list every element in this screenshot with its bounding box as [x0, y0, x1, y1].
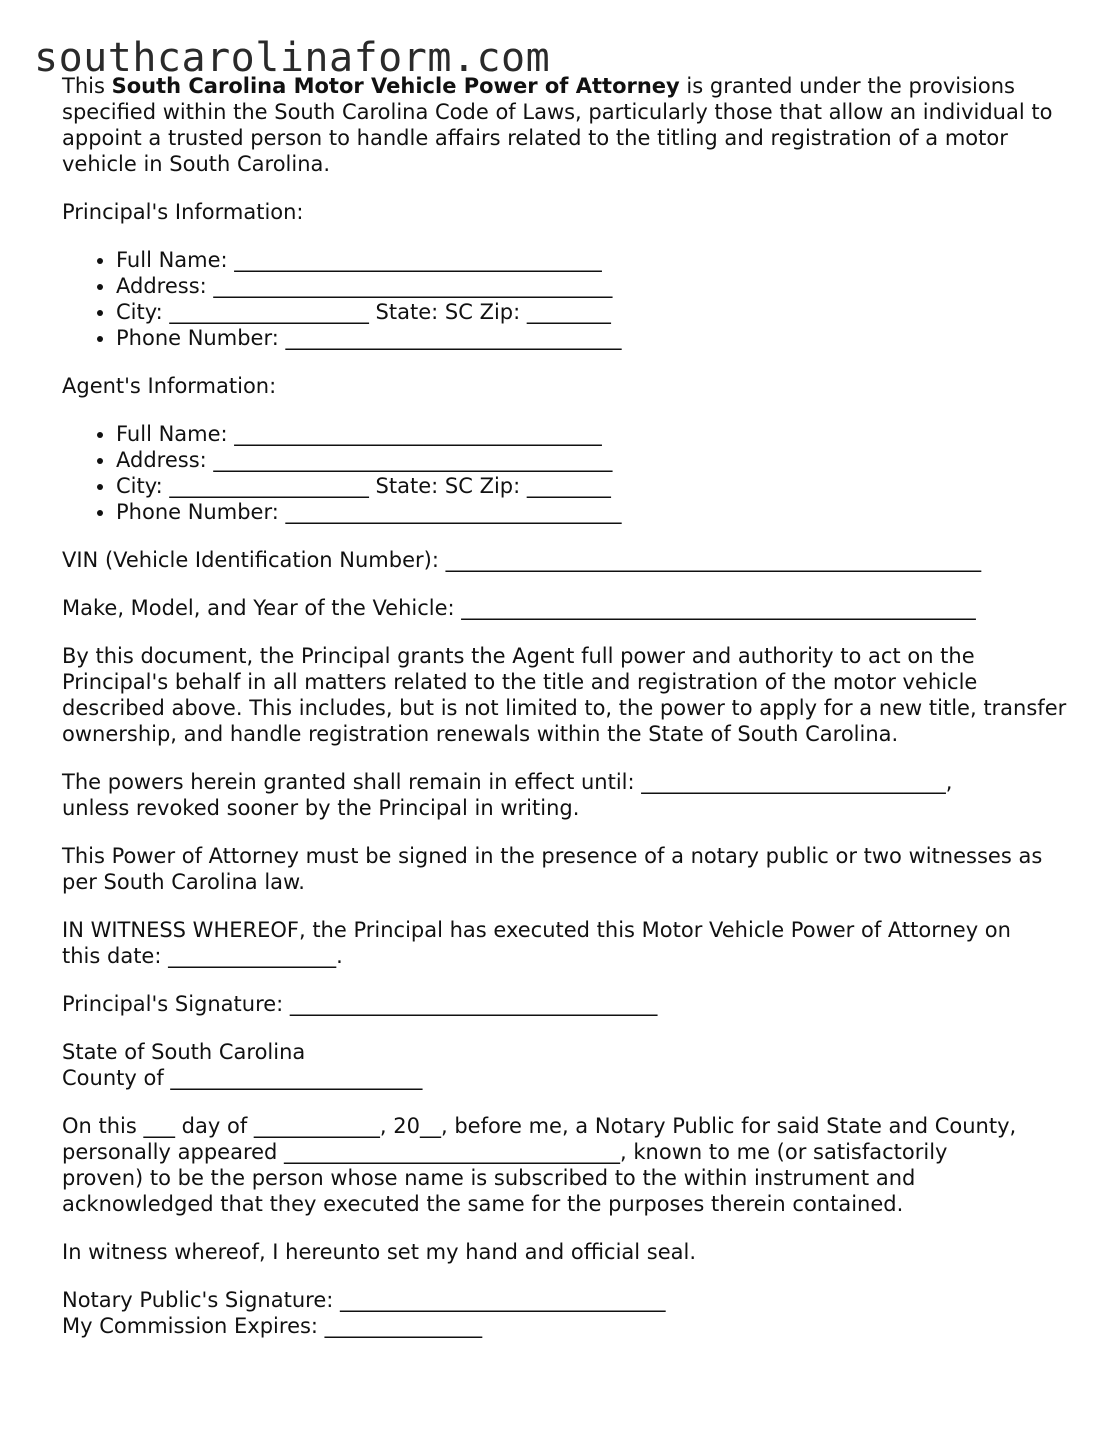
agent-city-state-zip-field[interactable]: • City: ___________________ State: SC Zip: ________	[116, 473, 1072, 499]
intro-paragraph	[62, 73, 1072, 177]
agent-info-list	[62, 421, 1072, 525]
document-title: South Carolina Motor Vehicle Power of Attorney	[111, 74, 680, 98]
intro-lead: This	[62, 74, 112, 98]
commission-expires-field[interactable]: My Commission Expires: _______________	[62, 1314, 483, 1338]
witness-date-field[interactable]: this date: ________________.	[62, 944, 343, 968]
county-field[interactable]: County of ________________________	[62, 1066, 423, 1090]
witness-paragraph	[62, 917, 1072, 969]
notary-signature-block	[62, 1287, 1072, 1339]
agent-full-name-field[interactable]: • Full Name: ___________________________________	[116, 421, 1072, 447]
effect-revocation-text: unless revoked sooner by the Principal in writing.	[62, 796, 580, 820]
state-line: State of South Carolina	[62, 1040, 306, 1064]
agent-address-field[interactable]: • Address: ______________________________________	[116, 447, 1072, 473]
seal-paragraph: In witness whereof, I hereunto set my hand and official seal.	[62, 1240, 697, 1264]
signing-requirement-paragraph: This Power of Attorney must be signed in the presence of a notary public or two witnesses as per South Carolina law.	[62, 844, 1043, 894]
notary-signature-field[interactable]: Notary Public's Signature: _______________________________	[62, 1288, 666, 1312]
watermark-text: southcarolinaform.com	[34, 35, 551, 81]
principal-info-list	[62, 247, 1072, 351]
principal-heading: Principal's Information:	[62, 200, 304, 224]
make-model-year-field[interactable]: Make, Model, and Year of the Vehicle: _________________________________________________	[62, 596, 976, 620]
notary-acknowledged-text: acknowledged that they executed the same for the purposes therein contained.	[62, 1192, 904, 1216]
principal-signature-field[interactable]: Principal's Signature: ___________________________________	[62, 992, 658, 1016]
document-body	[62, 73, 1072, 1361]
vin-field[interactable]: VIN (Vehicle Identification Number): ___________________________________________________	[62, 548, 982, 572]
principal-address-field[interactable]: • Address: ______________________________________	[116, 273, 1072, 299]
notary-date-field[interactable]: On this ___ day of ____________, 20__, before me, a Notary Public for said State and County,	[62, 1114, 1017, 1138]
notary-proven-text: proven) to be the person whose name is subscribed to the within instrument and	[62, 1166, 916, 1190]
witness-statement: IN WITNESS WHEREOF, the Principal has executed this Motor Vehicle Power of Attorney on	[62, 918, 1011, 942]
intro-rest: is granted under the provisions specified within the South Carolina Code of Laws, particularly those that allow an individual to appoint a trusted person to handle affairs related to the titling and registration of a motor vehicle in South Carolina.	[62, 74, 1053, 176]
principal-full-name-field[interactable]: • Full Name: ___________________________________	[116, 247, 1072, 273]
grant-paragraph: By this document, the Principal grants the Agent full power and authority to act on the Principal's behalf in all matters related to the title and registration of the motor vehicle described above. This includes, but is not limited to, the power to apply for a new title, transfer ownership, and handle registration renewals within the State of South Carolina.	[62, 644, 1067, 746]
state-county-block	[62, 1039, 1072, 1091]
agent-heading: Agent's Information:	[62, 374, 277, 398]
effect-until-field[interactable]: The powers herein granted shall remain in effect until: _____________________________,	[62, 770, 953, 794]
effect-paragraph	[62, 769, 1072, 821]
notary-acknowledgment-paragraph	[62, 1113, 1072, 1217]
principal-city-state-zip-field[interactable]: • City: ___________________ State: SC Zip: ________	[116, 299, 1072, 325]
agent-phone-field[interactable]: • Phone Number: ________________________________	[116, 499, 1072, 525]
principal-phone-field[interactable]: • Phone Number: ________________________________	[116, 325, 1072, 351]
notary-appeared-field[interactable]: personally appeared ________________________________, known to me (or satisfactorily	[62, 1140, 948, 1164]
